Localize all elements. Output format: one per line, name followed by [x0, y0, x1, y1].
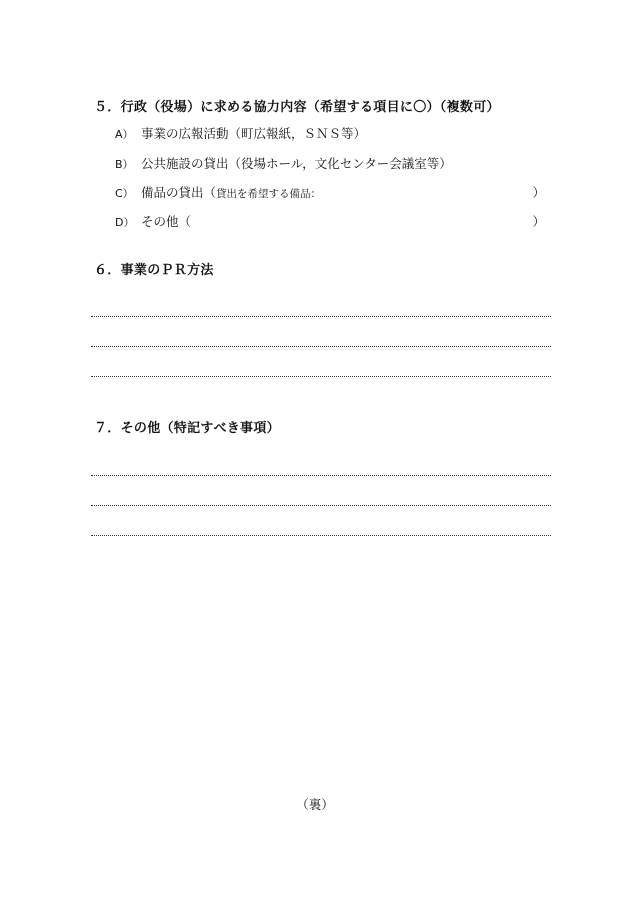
section6-heading: ６．事業のＰＲ方法 — [94, 263, 214, 278]
option-b-label: B） — [115, 158, 134, 171]
option-c[interactable] — [115, 183, 545, 201]
option-c-text: 備品の貸出（ — [141, 185, 217, 200]
option-b-text: 公共施設の貸出（役場ホール，文化センター会議室等） — [141, 156, 452, 171]
option-a-text: 事業の広報活動（町広報紙，ＳＮＳ等） — [141, 126, 367, 141]
section7-write-line[interactable] — [91, 475, 551, 476]
page-side-label: （裏） — [296, 797, 334, 812]
section5-heading: ５．行政（役場）に求める協力内容（希望する項目に〇）（複数可） — [94, 100, 500, 115]
section7-write-line[interactable] — [91, 505, 551, 506]
option-a[interactable] — [115, 124, 545, 142]
section6-write-line[interactable] — [91, 316, 551, 317]
option-c-label: C） — [115, 187, 134, 200]
option-c-close-paren: ） — [532, 185, 545, 200]
option-b[interactable] — [115, 154, 545, 172]
option-d-text: その他（ — [141, 214, 192, 229]
option-d[interactable] — [115, 212, 545, 230]
section7-write-line[interactable] — [91, 535, 551, 536]
section6-write-line[interactable] — [91, 376, 551, 377]
section6-write-line[interactable] — [91, 346, 551, 347]
option-c-note: 貸出を希望する備品： — [216, 188, 322, 200]
option-d-label: D） — [115, 216, 135, 229]
option-d-close-paren: ） — [532, 214, 545, 229]
section7-heading: ７．その他（特記すべき事項） — [94, 421, 280, 436]
option-a-label: A） — [115, 128, 134, 141]
